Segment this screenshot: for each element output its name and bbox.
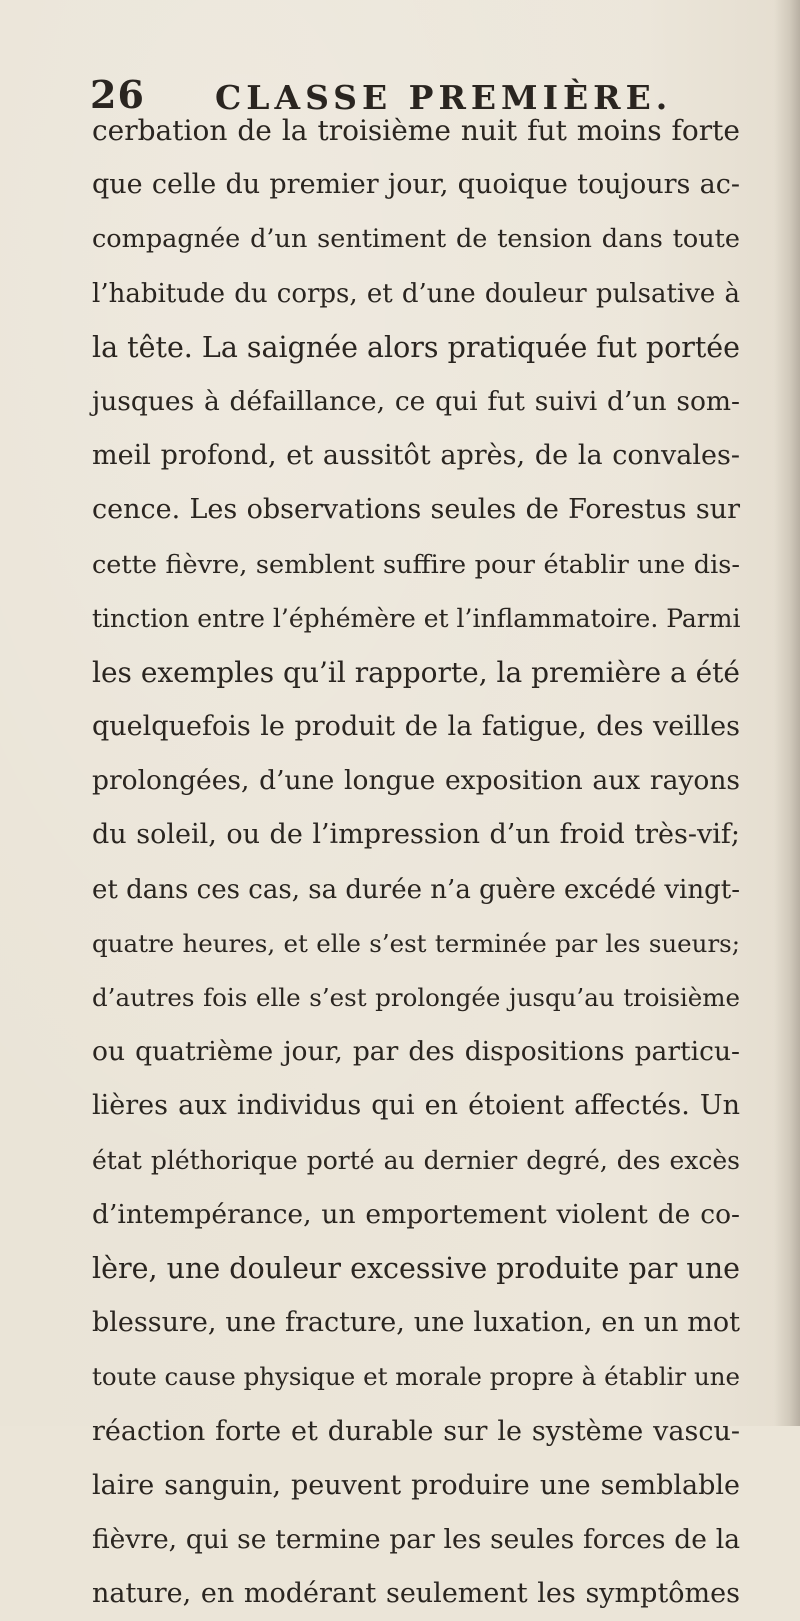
text-line: prolongées, d’une longue exposition aux rayons (92, 765, 740, 797)
text-line: compagnée d’un sentiment de tension dans toute (92, 224, 740, 255)
text-line: toute cause physique et morale propre à établir une (92, 1362, 740, 1392)
text-line: cerbation de la troisième nuit fut moins forte (92, 114, 740, 147)
text-line: laire sanguin, peuvent produire une semblable (92, 1469, 740, 1501)
text-line: cence. Les observations seules de Forestus sur (92, 494, 740, 526)
text-line: lières aux individus qui en étoient affectés. Un (92, 1090, 740, 1122)
text-line: quatre heures, et elle s’est terminée par les sueurs; (92, 928, 740, 958)
body-text (92, 104, 740, 1621)
text-line: meil profond, et aussitôt après, de la convales- (92, 440, 740, 472)
text-line: l’habitude du corps, et d’une douleur pulsative à (92, 278, 740, 309)
text-line: fièvre, qui se termine par les seules forces de la (92, 1523, 740, 1555)
page-number: 26 (90, 72, 145, 117)
text-line: les exemples qu’il rapporte, la première a été (92, 655, 740, 689)
text-line: ou quatrième jour, par des dispositions particu- (92, 1036, 740, 1068)
text-line: état pléthorique porté au dernier degré, des excès (92, 1145, 740, 1175)
text-line: lère, une douleur excessive produite par une (92, 1251, 740, 1285)
text-line: d’autres fois elle s’est prolongée jusqu’au troisième (92, 983, 740, 1012)
text-line: du soleil, ou de l’impression d’un froid très-vif; (92, 819, 740, 851)
running-head: CLASSE PREMIÈRE. (215, 78, 673, 117)
text-line: tinction entre l’éphémère et l’inflammatoire. Parmi (92, 603, 741, 633)
text-line: que celle du premier jour, quoique toujours ac- (92, 169, 740, 201)
text-line: réaction forte et durable sur le système vascu- (92, 1415, 740, 1447)
text-line: la tête. La saignée alors pratiquée fut portée (92, 330, 741, 364)
text-line: cette fièvre, semblent suffire pour établir une dis- (92, 549, 740, 580)
text-line: et dans ces cas, sa durée n’a guère excédé vingt- (92, 874, 740, 905)
text-line: blessure, une fracture, une luxation, en un mot (92, 1307, 740, 1339)
text-line: d’intempérance, un emportement violent de co- (92, 1198, 740, 1230)
text-line: nature, en modérant seulement les symptômes (92, 1578, 740, 1610)
text-line: quelquefois le produit de la fatigue, des veilles (92, 711, 740, 743)
text-line: jusques à défaillance, ce qui fut suivi d’un som- (92, 385, 740, 417)
page-edge-shadow (774, 0, 800, 1426)
